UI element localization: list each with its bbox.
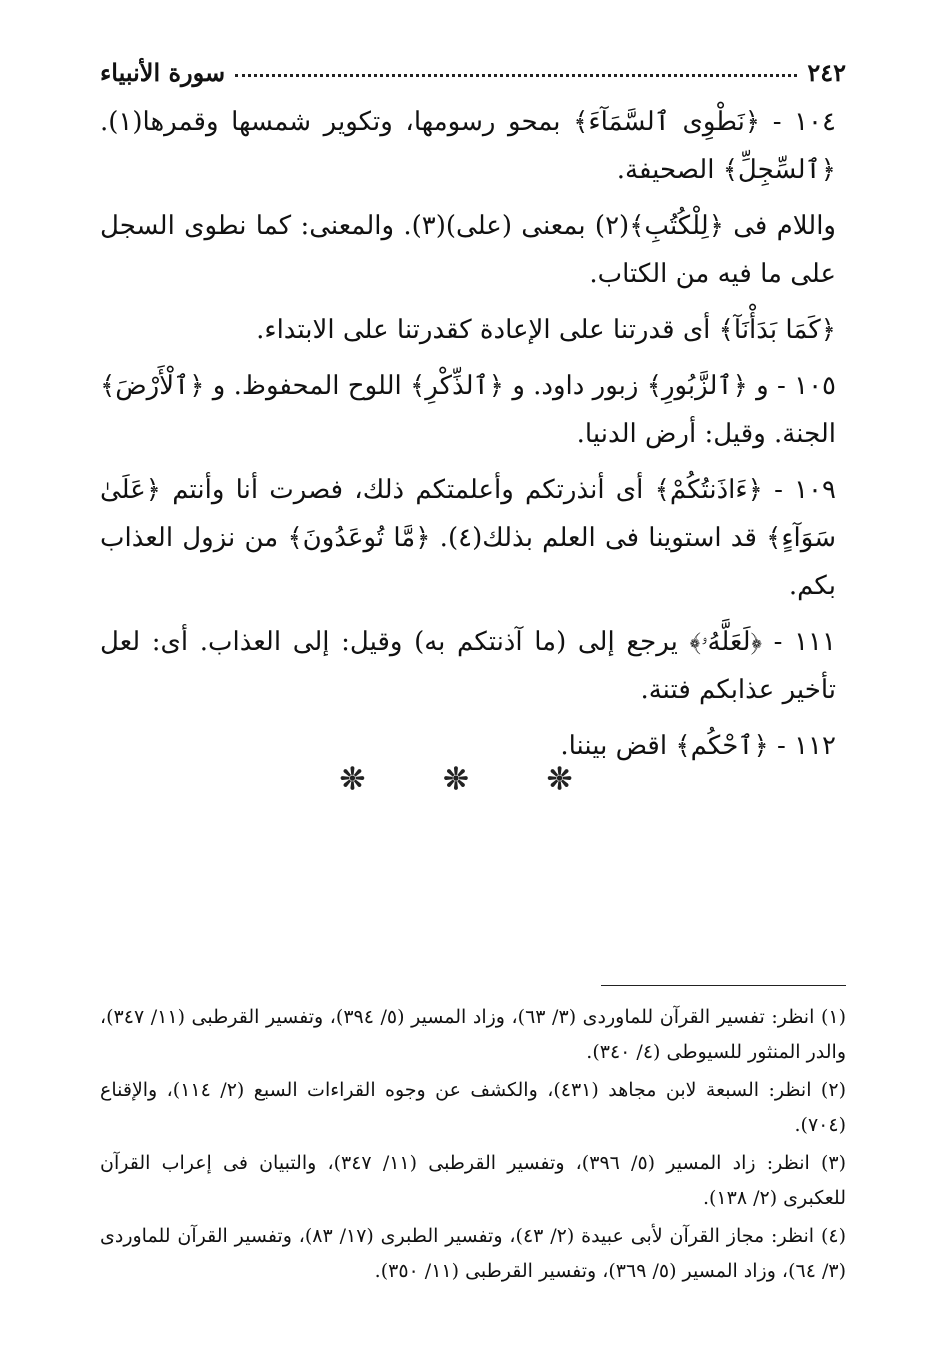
section-separator: ❊ ❊ ❊: [339, 762, 607, 797]
paragraph: ١١١ - ﴿لَعَلَّهُۥ﴾ يرجع إلى (ما آذنتكم به) وقيل: إلى العذاب. أى: لعل تأخير عذابكم فتنة.: [100, 627, 836, 705]
page-number: ٢٤٢: [807, 57, 846, 87]
footnote: (١) انظر: تفسير القرآن للماوردى (٣/ ٦٣)، وزاد المسير (٥/ ٣٩٤)، وتفسير القرطبى (١١/ ٣٤٧)، والدر المنثور للسيوطى (٤/ ٣٤٠).: [100, 1006, 846, 1063]
footnotes: [100, 1000, 846, 1292]
paragraph: ١٠٥ - و ﴿ٱلزَّبُورِ﴾ زبور داود. و ﴿ٱلذِّكْرِ﴾ اللوح المحفوظ. و ﴿ٱلْأَرْضَ﴾ الجنة. وقيل: أرض الدنيا.: [100, 371, 837, 449]
footnote-divider: [601, 985, 846, 986]
main-text: [100, 98, 836, 778]
header-leader-dots: [235, 74, 797, 77]
paragraph: ١٠٤ - ﴿نَطْوِى ٱلسَّمَآءَ﴾ بمحو رسومها، وتكوير شمسها وقمرها(١). ﴿ٱلسِّجِلِّ﴾ الصحيفة.: [100, 107, 836, 185]
paragraph: ١٠٩ - ﴿ءَاذَنتُكُمْ﴾ أى أنذرتكم وأعلمتكم ذلك، فصرت أنا وأنتم ﴿عَلَىٰ سَوَآءٍ﴾ قد استوينا فى العلم بذلك(٤). ﴿مَّا تُوعَدُونَ﴾ من نزول العذاب بكم.: [100, 475, 836, 601]
paragraph: ١١٢ - ﴿ٱحْكُم﴾ اقض بيننا.: [560, 731, 836, 761]
paragraph: واللام فى ﴿لِلْكُتُبِ﴾(٢) بمعنى (على)(٣). والمعنى: كما نطوى السجل على ما فيه من الكتاب.: [100, 211, 836, 289]
surah-title: سورة الأنبياء: [100, 57, 226, 87]
paragraph: ﴿كَمَا بَدَأْنَآ﴾ أى قدرتنا على الإعادة كقدرتنا على الابتداء.: [256, 315, 836, 345]
footnote: (٤) انظر: مجاز القرآن لأبى عبيدة (٢/ ٤٣)، وتفسير الطبرى (١٧/ ٨٣)، وتفسير القرآن للماوردى (٣/ ٦٤)، وزاد المسير (٥/ ٣٦٩)، وتفسير القرطبى (١١/ ٣٥٠).: [100, 1225, 846, 1282]
page-header: [100, 52, 846, 92]
footnote: (٢) انظر: السبعة لابن مجاهد (٤٣١)، والكشف عن وجوه القراءات السبع (٢/ ١١٤)، والإقناع (٧٠٤).: [100, 1079, 846, 1136]
footnote: (٣) انظر: زاد المسير (٥/ ٣٩٦)، وتفسير القرطبى (١١/ ٣٤٧)، والتبيان فى إعراب القرآن للعكبرى (٢/ ١٣٨).: [100, 1152, 846, 1209]
